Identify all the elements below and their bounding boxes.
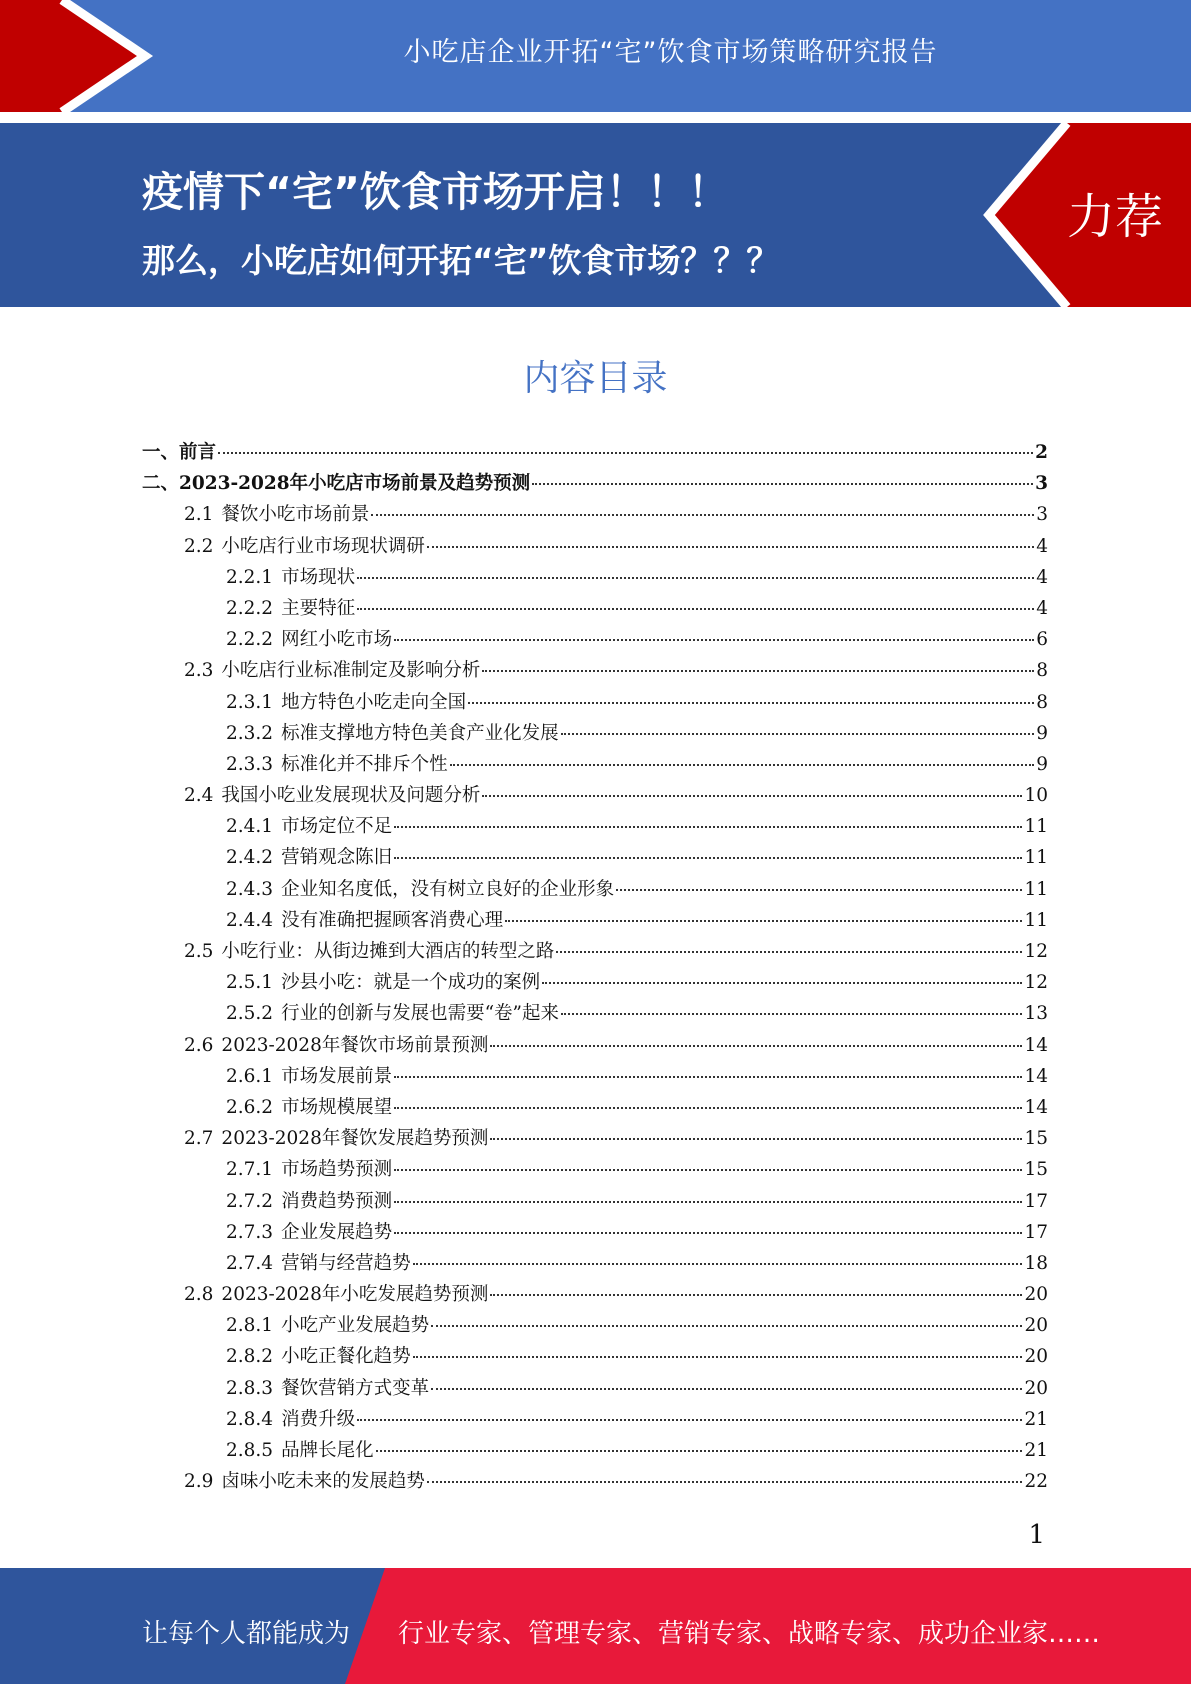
toc-entry-number: 2.7.2 [226,1190,274,1212]
toc-entry-number: 2.8.4 [226,1408,274,1430]
toc-dot-leader [490,1138,1022,1140]
toc-entry-title: 行业的创新与发展也需要“卷”起来 [281,1003,559,1025]
toc-entry-number: 2.3 [184,660,214,682]
toc-entry[interactable] [142,656,1048,687]
toc-entry-title: 餐饮营销方式变革 [281,1377,430,1399]
toc-entry[interactable] [142,906,1048,937]
toc-entry[interactable] [142,1249,1048,1280]
toc-entry-page: 8 [1036,691,1048,713]
toc-entry[interactable] [142,469,1048,500]
toc-entry-number: 2.3.1 [226,691,274,713]
toc-entry-number: 2.2.1 [226,566,274,588]
toc-entry[interactable] [142,1467,1048,1498]
toc-entry[interactable] [142,1031,1048,1062]
toc-dot-leader [505,920,1022,922]
toc-entry-number: 2.6.2 [226,1096,274,1118]
toc-entry-page: 9 [1036,722,1048,744]
toc-entry-number: 2.8.3 [226,1377,274,1399]
toc-entry-number: 一、 [142,442,180,463]
toc-entry-page: 20 [1024,1377,1048,1399]
toc-entry[interactable] [142,719,1048,750]
toc-entry-title: 品牌长尾化 [281,1440,374,1461]
toc-dot-leader [394,1169,1022,1171]
toc-entry-page: 20 [1024,1315,1048,1337]
toc-entry-title: 小吃店行业市场现状调研 [221,535,425,557]
toc-entry[interactable] [142,1311,1048,1342]
toc-dot-leader [616,889,1022,891]
toc-dot-leader [468,702,1034,704]
toc-entry-title: 餐饮小吃市场前景 [221,504,370,526]
toc-entry-number: 2.5.1 [226,972,274,994]
toc-entry-page: 8 [1036,660,1048,682]
toc-entry-number: 2.7.4 [226,1252,274,1274]
toc-dot-leader [357,1419,1022,1421]
toc-entry-number: 2.8.2 [226,1346,274,1368]
toc-dot-leader [371,514,1034,516]
toc-entry-number: 2.2.2 [226,629,274,651]
recommend-badge: 力荐 [1066,189,1163,245]
toc-entry[interactable] [142,625,1048,656]
toc-entry-number: 二、 [142,473,180,495]
toc-heading: 内容目录 [523,358,668,399]
toc-dot-leader [482,795,1022,797]
toc-dot-leader [532,483,1033,485]
toc-entry-title: 营销观念陈旧 [281,847,393,869]
toc-entry-number: 2.6.1 [226,1065,274,1087]
footer-roles: 行业专家、管理专家、营销专家、战略专家、成功企业家…… [398,1619,1101,1649]
toc-entry-title: 前言 [179,442,217,463]
toc-entry-page: 3 [1036,504,1048,526]
toc-entry-page: 21 [1024,1440,1048,1461]
toc-entry-page: 17 [1024,1221,1048,1243]
toc-entry-title: 营销与经营趋势 [281,1252,411,1274]
toc-entry[interactable] [142,1124,1048,1155]
toc-entry-page: 18 [1024,1252,1048,1274]
toc-entry-title: 网红小吃市场 [281,629,393,651]
toc-dot-leader [413,1263,1023,1265]
toc-entry-page: 4 [1036,597,1048,619]
toc-entry-title: 2023-2028年餐饮发展趋势预测 [221,1128,489,1150]
toc-entry-title: 市场趋势预测 [281,1159,393,1181]
toc-entry-title: 2023-2028年小吃店市场前景及趋势预测 [179,473,531,495]
toc-dot-leader [490,1045,1022,1047]
toc-entry[interactable] [142,1342,1048,1373]
toc-entry-page: 11 [1024,847,1048,869]
toc-dot-leader [394,639,1034,641]
toc-entry-page: 4 [1036,535,1048,557]
toc-entry[interactable] [142,594,1048,625]
toc-entry-title: 消费趋势预测 [281,1190,393,1212]
toc-entry-title: 小吃店行业标准制定及影响分析 [221,660,481,682]
toc-entry-number: 2.3.3 [226,753,274,775]
toc-entry[interactable] [142,1187,1048,1218]
toc-dot-leader [394,1232,1022,1234]
top-banner [0,0,1191,112]
toc-entry-number: 2.5.2 [226,1003,274,1025]
toc-entry-number: 2.4.4 [226,909,274,931]
toc-entry-title: 标准支撑地方特色美食产业化发展 [281,722,559,744]
table-of-contents [142,438,1048,1498]
toc-entry[interactable] [142,438,1048,469]
toc-entry[interactable] [142,999,1048,1030]
toc-entry-title: 市场现状 [281,566,356,588]
toc-entry-number: 2.2.2 [226,597,274,619]
toc-entry-page: 22 [1024,1471,1048,1493]
toc-entry-number: 2.1 [184,504,214,526]
report-title: 小吃店企业开拓“宅”饮食市场策略研究报告 [403,37,938,68]
toc-entry-page: 14 [1024,1034,1048,1056]
toc-entry[interactable] [142,1280,1048,1311]
toc-entry[interactable] [142,968,1048,999]
toc-entry-page: 11 [1024,909,1048,931]
page-number: 1 [1028,1520,1045,1550]
toc-entry-title: 市场发展前景 [281,1065,393,1087]
toc-dot-leader [394,857,1022,859]
toc-dot-leader [394,826,1022,828]
toc-entry[interactable] [142,812,1048,843]
toc-dot-leader [561,733,1035,735]
toc-entry[interactable] [142,750,1048,781]
toc-entry[interactable] [142,1093,1048,1124]
toc-dot-leader [427,546,1034,548]
toc-entry-page: 11 [1024,878,1048,900]
toc-dot-leader [482,670,1034,672]
toc-dot-leader [376,1450,1023,1452]
toc-dot-leader [561,1013,1022,1015]
toc-entry-number: 2.6 [184,1034,214,1056]
toc-entry-page: 20 [1024,1346,1048,1368]
toc-dot-leader [394,1107,1022,1109]
toc-entry-title: 地方特色小吃走向全国 [281,691,467,713]
toc-entry-number: 2.4.1 [226,816,274,838]
footer-slogan: 让每个人都能成为 [142,1619,351,1649]
toc-entry-page: 15 [1024,1159,1048,1181]
toc-entry-number: 2.5 [184,941,214,962]
toc-entry[interactable] [142,1405,1048,1436]
toc-dot-leader [450,764,1035,766]
toc-entry-page: 11 [1024,816,1048,838]
toc-entry[interactable] [142,688,1048,719]
toc-entry-title: 市场规模展望 [281,1096,393,1118]
toc-entry-number: 2.2 [184,535,214,557]
toc-entry-title: 小吃正餐化趋势 [281,1346,411,1368]
toc-dot-leader [357,577,1034,579]
toc-dot-leader [427,1481,1023,1483]
toc-dot-leader [394,1201,1022,1203]
toc-entry-title: 2023-2028年小吃发展趋势预测 [221,1284,489,1306]
toc-entry-number: 2.4.3 [226,878,274,900]
toc-entry[interactable] [142,1155,1048,1186]
toc-entry[interactable] [142,937,1048,968]
hero-banner [0,123,1191,307]
toc-entry[interactable] [142,1374,1048,1405]
toc-entry-number: 2.9 [184,1471,214,1493]
toc-entry-title: 2023-2028年餐饮市场前景预测 [221,1034,489,1056]
toc-entry-title: 标准化并不排斥个性 [281,753,448,775]
toc-entry-number: 2.8 [184,1284,214,1306]
toc-entry-title: 企业知名度低，没有树立良好的企业形象 [281,878,615,900]
red-chevron-decoration [0,0,170,112]
toc-entry-number: 2.3.2 [226,722,274,744]
toc-entry[interactable] [142,781,1048,812]
toc-entry-title: 消费升级 [281,1408,356,1430]
toc-entry-title: 主要特征 [281,597,356,619]
toc-entry[interactable] [142,843,1048,874]
toc-entry-title: 小吃产业发展趋势 [281,1315,430,1337]
toc-dot-leader [542,982,1022,984]
toc-entry-page: 9 [1036,753,1048,775]
toc-entry-page: 14 [1024,1096,1048,1118]
toc-dot-leader [556,951,1022,953]
toc-entry-page: 3 [1035,473,1048,495]
toc-dot-leader [218,452,1033,454]
toc-entry-page: 2 [1035,442,1048,463]
toc-entry-title: 市场定位不足 [281,816,393,838]
toc-entry[interactable] [142,563,1048,594]
toc-entry-title: 没有准确把握顾客消费心理 [281,909,504,931]
toc-dot-leader [490,1294,1022,1296]
toc-entry-page: 15 [1024,1128,1048,1150]
toc-entry-number: 2.7.1 [226,1159,274,1181]
toc-entry-number: 2.4.2 [226,847,274,869]
toc-entry-number: 2.7 [184,1128,214,1150]
toc-entry[interactable] [142,1436,1048,1467]
toc-entry-title: 小吃行业：从街边摊到大酒店的转型之路 [221,941,555,962]
toc-dot-leader [357,608,1034,610]
toc-entry-page: 21 [1024,1408,1048,1430]
toc-entry[interactable] [142,875,1048,906]
toc-entry-number: 2.8.5 [226,1440,274,1461]
toc-entry-number: 2.7.3 [226,1221,274,1243]
toc-entry[interactable] [142,1062,1048,1093]
toc-entry[interactable] [142,1218,1048,1249]
toc-entry-page: 10 [1024,785,1048,807]
toc-entry-title: 卤味小吃未来的发展趋势 [221,1471,425,1493]
hero-headline: 疫情下“宅”饮食市场开启！！！ [142,168,729,216]
footer-banner [0,1568,1191,1684]
toc-entry-page: 6 [1036,629,1048,651]
toc-dot-leader [431,1325,1022,1327]
toc-entry-number: 2.4 [184,785,214,807]
toc-dot-leader [394,1076,1022,1078]
toc-entry-number: 2.8.1 [226,1315,274,1337]
toc-entry[interactable] [142,500,1048,531]
toc-entry-title: 沙县小吃：就是一个成功的案例 [281,972,541,994]
toc-entry-page: 13 [1024,1003,1048,1025]
toc-dot-leader [431,1388,1022,1390]
toc-entry-page: 20 [1024,1284,1048,1306]
hero-subheadline: 那么，小吃店如何开拓“宅”饮食市场？？？ [142,241,780,280]
toc-entry-page: 4 [1036,566,1048,588]
toc-entry-title: 我国小吃业发展现状及问题分析 [221,785,481,807]
toc-entry-page: 12 [1024,972,1048,994]
toc-entry-page: 12 [1024,941,1048,962]
toc-entry-page: 14 [1024,1065,1048,1087]
toc-entry-title: 企业发展趋势 [281,1221,393,1243]
toc-entry[interactable] [142,532,1048,563]
toc-entry-page: 17 [1024,1190,1048,1212]
toc-dot-leader [413,1356,1023,1358]
